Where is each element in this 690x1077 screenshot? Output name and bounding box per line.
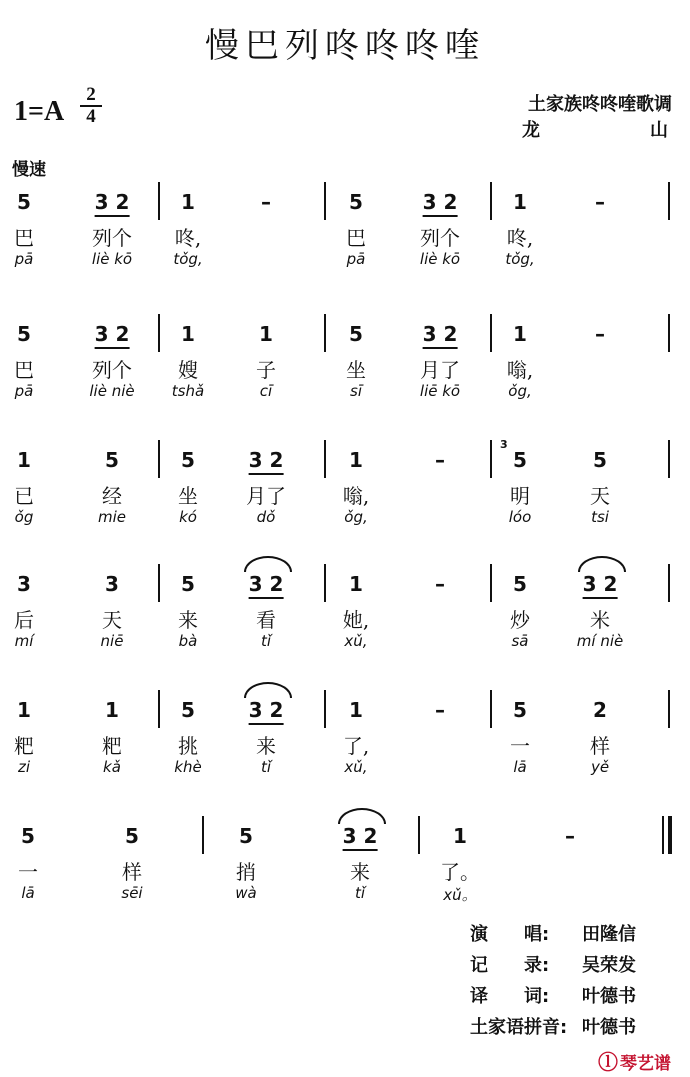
- sustain-dash: –: [435, 448, 445, 472]
- lyric-text: 巴: [14, 226, 34, 250]
- note: 1: [259, 322, 273, 346]
- note: 5: [513, 698, 527, 722]
- barline: [324, 314, 326, 352]
- eighth-beam: [249, 597, 284, 599]
- pinyin-text: lā: [21, 884, 35, 902]
- lyric-text: 了。: [440, 860, 480, 884]
- barline: [490, 314, 492, 352]
- tempo-marking: 慢速: [12, 160, 46, 180]
- lyric-text: 经: [102, 484, 122, 508]
- eighth-beam: [343, 849, 378, 851]
- credit-performer: [470, 920, 636, 946]
- lyric-text: 来: [256, 734, 276, 758]
- slur-mark: [578, 556, 626, 572]
- pinyin-text: tǒg,: [173, 250, 203, 268]
- pinyin-text: mí: [14, 632, 34, 650]
- eighth-beam: [95, 347, 130, 349]
- lyric-text: 天: [590, 484, 610, 508]
- lyric-text: 列个: [92, 358, 132, 382]
- lyric-text: 样: [590, 734, 610, 758]
- pinyin-text: tsi: [591, 508, 609, 526]
- barline: [490, 564, 492, 602]
- note: 3 2: [423, 190, 458, 214]
- credit-value: 田隆信: [582, 924, 636, 945]
- note: 1: [181, 190, 195, 214]
- pinyin-text: liè niè: [89, 382, 135, 400]
- note: 1: [349, 572, 363, 596]
- pinyin-text: liè kō: [419, 250, 461, 268]
- score-system: [0, 190, 690, 290]
- pinyin-text: wà: [235, 884, 257, 902]
- credit-label: 记 录:: [470, 955, 550, 976]
- pinyin-text: mí niè: [576, 632, 624, 650]
- time-signature-bottom: 4: [86, 106, 96, 127]
- lyric-text: 后: [14, 608, 34, 632]
- credit-recorder: [470, 951, 636, 977]
- barline: [418, 816, 420, 854]
- slur-mark: [244, 556, 292, 572]
- eighth-beam: [95, 215, 130, 217]
- pinyin-text: pā: [14, 250, 34, 268]
- lyric-text: 样: [122, 860, 142, 884]
- lyric-text: 坐: [178, 484, 198, 508]
- score-system: [0, 698, 690, 798]
- note: 3 2: [423, 322, 458, 346]
- pinyin-text: pā: [14, 382, 34, 400]
- pinyin-text: lóo: [508, 508, 532, 526]
- note: 5: [239, 824, 253, 848]
- arranger-first: 龙: [522, 120, 540, 141]
- score-system: [0, 322, 690, 422]
- note: 1: [349, 448, 363, 472]
- score-system: [0, 438, 690, 548]
- final-barline-thin: [662, 816, 664, 854]
- note: 5: [105, 448, 119, 472]
- note: 5: [513, 572, 527, 596]
- pinyin-text: pā: [346, 250, 366, 268]
- score-system: [0, 572, 690, 672]
- pinyin-text: kó: [179, 508, 197, 526]
- note: 5: [349, 322, 363, 346]
- barline: [668, 314, 670, 352]
- barline: [324, 182, 326, 220]
- lyric-text: 挑: [178, 734, 198, 758]
- lyric-text: 咚,: [174, 226, 202, 250]
- barline: [490, 182, 492, 220]
- time-signature-top: 2: [86, 84, 96, 105]
- note: 3: [17, 572, 31, 596]
- sustain-dash: –: [435, 572, 445, 596]
- pinyin-text: bà: [178, 632, 198, 650]
- sustain-dash: –: [261, 190, 271, 214]
- lyric-text: 已: [14, 484, 34, 508]
- barline: [668, 564, 670, 602]
- pinyin-text: sī: [350, 382, 362, 400]
- note: 1: [513, 190, 527, 214]
- pinyin-text: ǒg,: [508, 382, 532, 400]
- pinyin-text: xǔ,: [344, 758, 368, 776]
- note: 5: [125, 824, 139, 848]
- lyric-text: 她,: [342, 608, 370, 632]
- pinyin-text: liē kō: [419, 382, 461, 400]
- pinyin-text: tǐ: [260, 632, 272, 650]
- lyric-text: 一: [18, 860, 38, 884]
- pinyin-text: yě: [590, 758, 610, 776]
- lyric-text: 列个: [92, 226, 132, 250]
- pinyin-text: xǔ。: [443, 886, 477, 904]
- lyric-text: 明: [510, 484, 530, 508]
- note: 1: [453, 824, 467, 848]
- barline: [324, 564, 326, 602]
- pinyin-text: tǒg,: [505, 250, 535, 268]
- barline: [324, 690, 326, 728]
- lyric-text: 粑: [102, 734, 122, 758]
- pinyin-text: khè: [174, 758, 202, 776]
- logo-icon: ⓛ: [598, 1050, 618, 1074]
- barline: [490, 690, 492, 728]
- slur-mark: [338, 808, 386, 824]
- barline: [668, 440, 670, 478]
- lyric-text: 巴: [14, 358, 34, 382]
- slur-mark: [244, 682, 292, 698]
- pinyin-text: sēi: [121, 884, 143, 902]
- note: 1: [105, 698, 119, 722]
- note: 3 2: [343, 824, 378, 848]
- pinyin-text: tǐ: [260, 758, 272, 776]
- eighth-beam: [583, 597, 618, 599]
- barline: [668, 690, 670, 728]
- credit-label: 演 唱:: [470, 924, 550, 945]
- sustain-dash: –: [595, 322, 605, 346]
- pinyin-text: zi: [17, 758, 31, 776]
- pinyin-text: mie: [97, 508, 127, 526]
- note: 5: [593, 448, 607, 472]
- credit-value: 叶德书: [582, 986, 636, 1007]
- pinyin-text: tǐ: [354, 884, 366, 902]
- final-barline: [668, 816, 672, 854]
- lyric-text: 嗡,: [506, 358, 534, 382]
- credit-transliteration: [470, 1013, 636, 1039]
- lyric-text: 列个: [420, 226, 460, 250]
- credit-translator: [470, 982, 636, 1008]
- pinyin-text: cī: [259, 382, 273, 400]
- note: 5: [181, 448, 195, 472]
- note: 1: [349, 698, 363, 722]
- song-source: 土家族咚咚喹歌调: [528, 94, 672, 115]
- lyric-text: 嫂: [178, 358, 198, 382]
- barline: [158, 314, 160, 352]
- note: 2: [593, 698, 607, 722]
- pinyin-text: ǒg: [14, 508, 34, 526]
- lyric-text: 来: [350, 860, 370, 884]
- barline: [158, 690, 160, 728]
- note: 5: [181, 572, 195, 596]
- barline: [158, 182, 160, 220]
- credit-value: 吴荣发: [582, 955, 636, 976]
- lyric-text: 巴: [346, 226, 366, 250]
- eighth-beam: [249, 473, 284, 475]
- key-signature: 1=A: [14, 96, 65, 127]
- pinyin-text: liè kō: [91, 250, 133, 268]
- credit-label: 土家语拼音:: [470, 1017, 568, 1038]
- note: 5: [349, 190, 363, 214]
- watermark-text: 琴艺谱: [620, 1054, 671, 1074]
- pinyin-text: kǎ: [103, 758, 121, 776]
- lyric-text: 月了: [420, 358, 460, 382]
- note: 5: [17, 322, 31, 346]
- lyric-text: 子: [256, 358, 276, 382]
- note: 3 2: [95, 322, 130, 346]
- note: 5: [17, 190, 31, 214]
- lyric-text: 炒: [510, 608, 530, 632]
- eighth-beam: [423, 215, 458, 217]
- barline: [158, 564, 160, 602]
- lyric-text: 捎: [236, 860, 256, 884]
- note: 1: [17, 448, 31, 472]
- barline: [158, 440, 160, 478]
- pinyin-text: niē: [100, 632, 124, 650]
- barline: [490, 440, 492, 478]
- page-title: 慢巴列咚咚咚喹: [205, 26, 485, 66]
- note: 5: [21, 824, 35, 848]
- lyric-text: 一: [510, 734, 530, 758]
- sustain-dash: –: [435, 698, 445, 722]
- lyric-text: 天: [102, 608, 122, 632]
- note: 3: [105, 572, 119, 596]
- pinyin-text: dǒ: [256, 508, 276, 526]
- credit-label: 译 词:: [470, 986, 550, 1007]
- lyric-text: 来: [178, 608, 198, 632]
- grace-note: 3: [500, 438, 508, 451]
- eighth-beam: [423, 347, 458, 349]
- lyric-text: 月了: [246, 484, 286, 508]
- pinyin-text: tshǎ: [171, 382, 205, 400]
- barline: [324, 440, 326, 478]
- note: 3 2: [249, 698, 284, 722]
- lyric-text: 粑: [14, 734, 34, 758]
- watermark-logo: [598, 1046, 671, 1075]
- note: 1: [513, 322, 527, 346]
- pinyin-text: lā: [513, 758, 527, 776]
- sustain-dash: –: [595, 190, 605, 214]
- score-system: [0, 824, 690, 924]
- pinyin-text: xǔ,: [344, 632, 368, 650]
- credit-value: 叶德书: [582, 1017, 636, 1038]
- note: 3 2: [249, 572, 284, 596]
- time-signature: [80, 86, 102, 126]
- eighth-beam: [249, 723, 284, 725]
- note: 3 2: [95, 190, 130, 214]
- note: 3 2: [583, 572, 618, 596]
- lyric-text: 坐: [346, 358, 366, 382]
- lyric-text: 米: [590, 608, 610, 632]
- note: 5: [181, 698, 195, 722]
- note: 1: [181, 322, 195, 346]
- lyric-text: 嗡,: [342, 484, 370, 508]
- pinyin-text: sā: [511, 632, 529, 650]
- arranger-second: 山: [650, 120, 668, 141]
- lyric-text: 了,: [342, 734, 370, 758]
- sustain-dash: –: [565, 824, 575, 848]
- lyric-text: 咚,: [506, 226, 534, 250]
- lyric-text: 看: [256, 608, 276, 632]
- note: 5: [513, 448, 527, 472]
- barline: [668, 182, 670, 220]
- note: 1: [17, 698, 31, 722]
- note: 3 2: [249, 448, 284, 472]
- barline: [202, 816, 204, 854]
- pinyin-text: ǒg,: [344, 508, 368, 526]
